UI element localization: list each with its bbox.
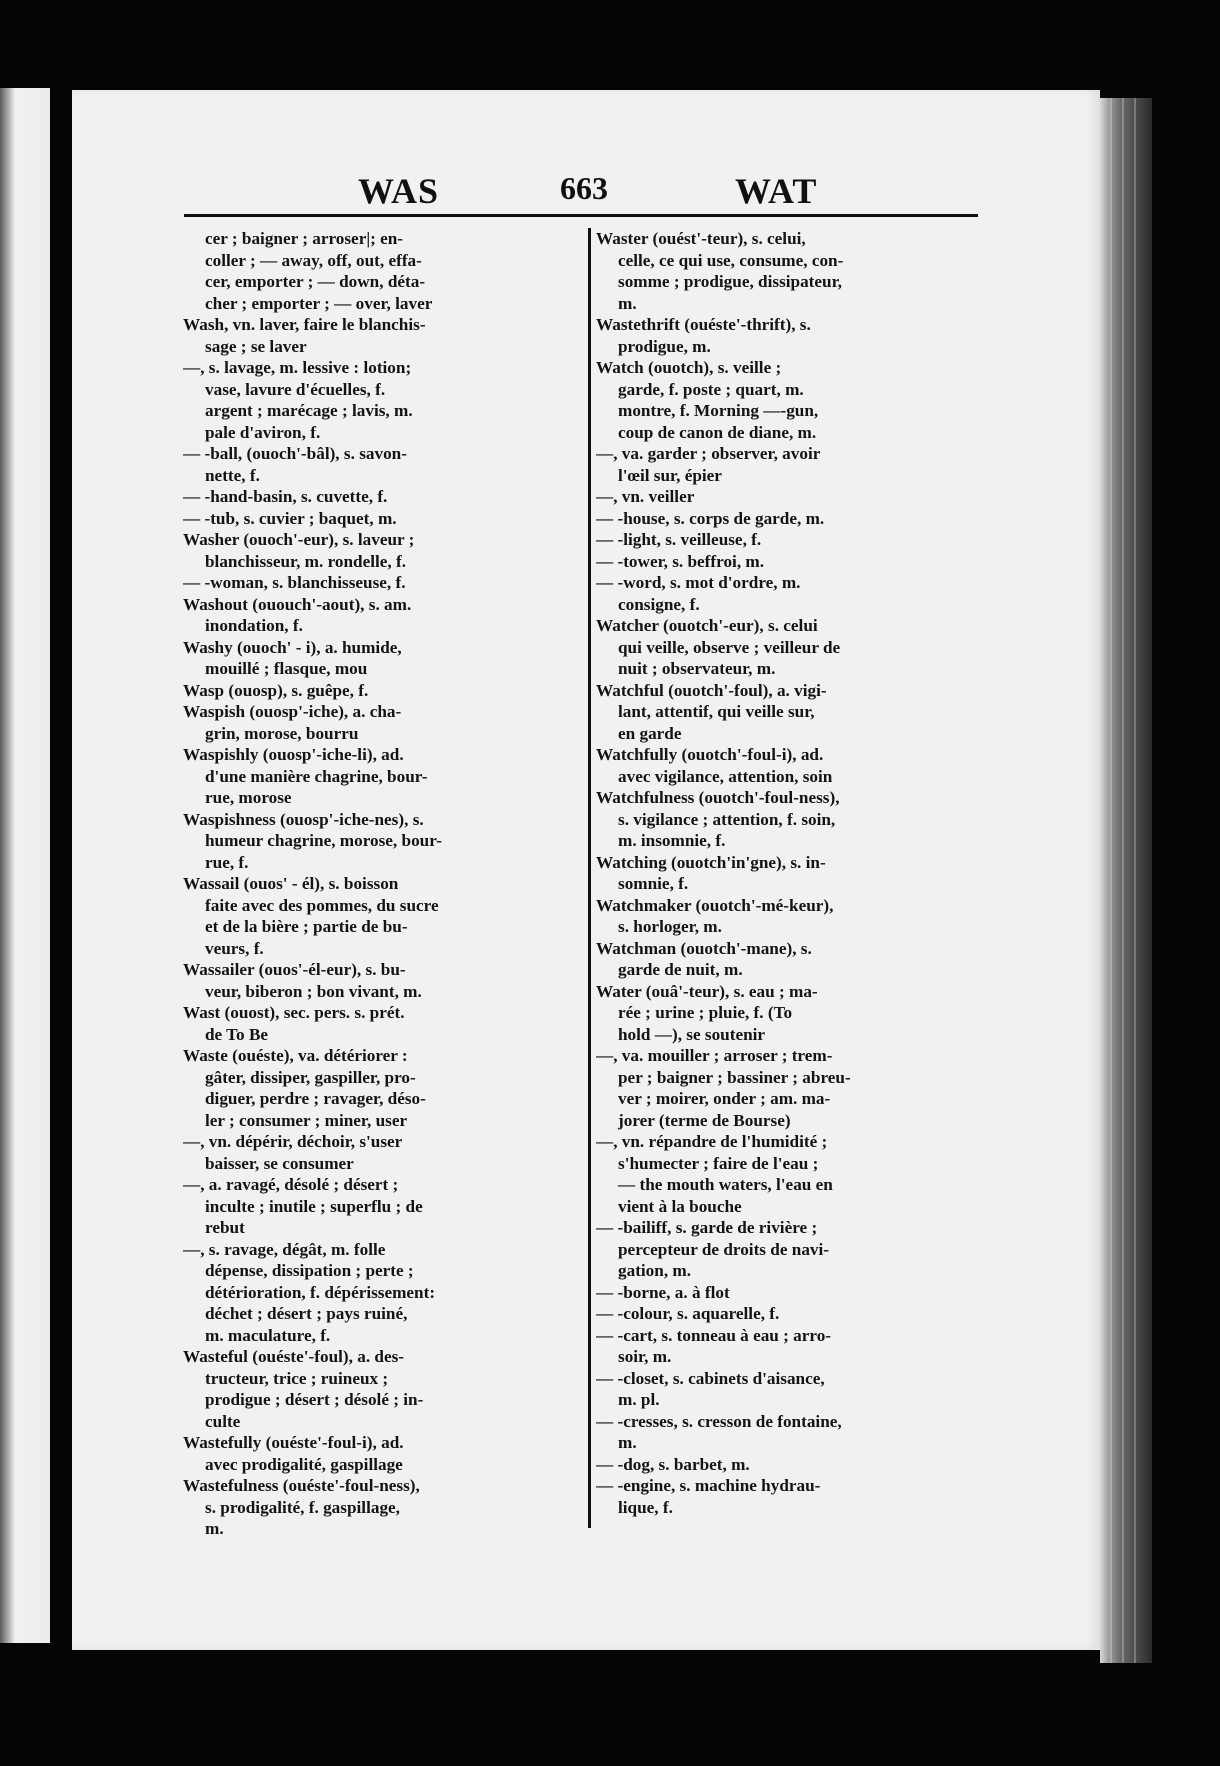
facing-page-edge (0, 88, 50, 1643)
entry-continuation-line (183, 400, 568, 422)
line-text: garde de nuit, m. (618, 960, 743, 979)
entry-continuation-line (183, 1217, 568, 1239)
page-number: 663 (560, 170, 608, 206)
line-text: dépense, dissipation ; perte ; (205, 1261, 414, 1280)
entry-continuation-line (183, 1196, 568, 1218)
line-text: avec prodigalité, gaspillage (205, 1454, 403, 1474)
line-text: Watchfully (ouotch'-foul-i), ad. (596, 745, 824, 764)
entry-headword-line (183, 1002, 568, 1024)
entry-continuation-line (183, 615, 568, 637)
line-text: Waspishness (ouosp'-iche-nes), s. (183, 809, 424, 829)
entry-headword-line (183, 1239, 568, 1261)
line-text: — -tub, s. cuvier ; baquet, m. (183, 508, 397, 528)
line-text: veurs, f. (205, 938, 264, 958)
line-text: détérioration, f. dépérissement: (205, 1282, 436, 1302)
line-text: et de la bière ; partie de bu- (205, 917, 408, 936)
entry-continuation-line (183, 1153, 568, 1175)
entry-continuation-line (183, 830, 568, 852)
entry-continuation-line (596, 701, 981, 723)
line-text: cer, emporter ; — down, déta- (205, 272, 426, 291)
line-text: Watcher (ouotch'-eur), s. celui (596, 616, 818, 635)
line-text: Waspishly (ouosp'-iche-li), ad. (183, 745, 404, 764)
line-text: —, va. mouiller ; arroser ; trem- (596, 1046, 833, 1065)
entry-continuation-line (596, 1260, 981, 1282)
page-stack-edge (1100, 98, 1152, 1663)
entry-continuation-line (183, 293, 568, 315)
entry-headword-line (596, 228, 981, 250)
line-text: —, va. garder ; observer, avoir (596, 444, 821, 463)
line-text: d'une manière chagrine, bour- (205, 766, 428, 786)
entry-headword-line (596, 551, 981, 573)
line-text: —, s. ravage, dégât, m. folle (183, 1239, 386, 1259)
line-text: avec vigilance, attention, soin (618, 766, 833, 786)
entry-continuation-line (596, 1497, 981, 1519)
entry-headword-line (596, 615, 981, 637)
line-text: Watchful (ouotch'-foul), a. vigi- (596, 680, 827, 700)
entry-headword-line (183, 529, 568, 551)
line-text: —, s. lavage, m. lessive : lotion; (183, 358, 412, 377)
line-text: s'humecter ; faire de l'eau ; (618, 1153, 819, 1173)
entry-headword-line (183, 443, 568, 465)
line-text: inculte ; inutile ; superflu ; de (205, 1196, 423, 1216)
line-text: m. maculature, f. (205, 1325, 331, 1345)
line-text: culte (205, 1411, 241, 1431)
entry-continuation-line (596, 271, 981, 293)
entry-continuation-line (596, 293, 981, 315)
entry-headword-line (183, 1045, 568, 1067)
entry-continuation-line (596, 400, 981, 422)
entry-continuation-line (596, 1239, 981, 1261)
line-text: gation, m. (618, 1261, 692, 1280)
line-text: Watchfulness (ouotch'-foul-ness), (596, 788, 840, 807)
line-text: Waste (ouéste), va. détériorer : (183, 1046, 408, 1065)
line-text: Watchmaker (ouotch'-mé-keur), (596, 895, 834, 915)
entry-headword-line (596, 529, 981, 551)
line-text: Water (ouâ'-teur), s. eau ; ma- (596, 981, 818, 1001)
line-text: prodigue, m. (618, 336, 711, 356)
line-text: Washy (ouoch' - i), a. humide, (183, 637, 402, 657)
line-text: — -word, s. mot d'ordre, m. (596, 573, 801, 592)
entry-continuation-line (183, 1088, 568, 1110)
entry-continuation-line (183, 422, 568, 444)
line-text: vient à la bouche (618, 1196, 742, 1216)
entry-headword-line (596, 938, 981, 960)
line-text: Washer (ouoch'-eur), s. laveur ; (183, 530, 415, 549)
line-text: Wasp (ouosp), s. guêpe, f. (183, 680, 369, 700)
line-text: coller ; — away, off, out, effa- (205, 250, 422, 270)
line-text: —, vn. veiller (596, 487, 695, 506)
line-text: — the mouth waters, l'eau en (618, 1175, 833, 1194)
line-text: lique, f. (618, 1497, 673, 1517)
entry-continuation-line (183, 766, 568, 788)
entry-headword-line (183, 314, 568, 336)
entry-continuation-line (596, 766, 981, 788)
entry-continuation-line (596, 873, 981, 895)
entry-continuation-line (183, 723, 568, 745)
line-text: — -woman, s. blanchisseuse, f. (183, 573, 406, 592)
line-text: déchet ; désert ; pays ruiné, (205, 1304, 408, 1323)
entry-continuation-line (183, 1368, 568, 1390)
header-rule (184, 214, 978, 217)
entry-continuation-line (596, 658, 981, 680)
line-text: — -hand-basin, s. cuvette, f. (183, 487, 388, 506)
entry-headword-line (183, 1174, 568, 1196)
entry-headword-line (596, 981, 981, 1003)
line-text: humeur chagrine, morose, bour- (205, 831, 442, 850)
guide-word-right: WAT (735, 171, 818, 211)
entry-continuation-line (596, 1389, 981, 1411)
line-text: soir, m. (618, 1347, 672, 1366)
entry-headword-line (596, 1475, 981, 1497)
line-text: — -colour, s. aquarelle, f. (596, 1304, 780, 1323)
line-text: ver ; moirer, onder ; am. ma- (618, 1089, 831, 1108)
line-text: — -dog, s. barbet, m. (596, 1454, 750, 1474)
entry-continuation-line (596, 916, 981, 938)
entry-continuation-line (183, 1110, 568, 1132)
entry-headword-line (596, 572, 981, 594)
line-text: hold —), se soutenir (618, 1024, 766, 1044)
line-text: Watch (ouotch), s. veille ; (596, 358, 782, 377)
entry-continuation-line (183, 336, 568, 358)
entry-continuation-line (183, 379, 568, 401)
entry-continuation-line (596, 637, 981, 659)
entry-continuation-line (596, 250, 981, 272)
line-text: Wastefully (ouéste'-foul-i), ad. (183, 1433, 404, 1452)
line-text: l'œil sur, épier (618, 465, 722, 485)
line-text: —, vn. répandre de l'humidité ; (596, 1132, 828, 1151)
line-text: Wasteful (ouéste'-foul), a. des- (183, 1347, 405, 1366)
line-text: — -light, s. veilleuse, f. (596, 530, 762, 549)
entry-headword-line (596, 1368, 981, 1390)
line-text: nuit ; observateur, m. (618, 659, 776, 678)
entry-continuation-line (183, 852, 568, 874)
line-text: s. horloger, m. (618, 917, 722, 936)
line-text: m. (618, 1433, 637, 1452)
entry-continuation-line (596, 1432, 981, 1454)
entry-continuation-line (183, 1067, 568, 1089)
line-text: Wastethrift (ouéste'-thrift), s. (596, 315, 811, 334)
entry-headword-line (596, 1045, 981, 1067)
line-text: pale d'aviron, f. (205, 422, 321, 442)
entry-continuation-line (183, 1411, 568, 1433)
guide-word-left: WAS (358, 171, 440, 211)
entry-headword-line (183, 357, 568, 379)
line-text: — -cart, s. tonneau à eau ; arro- (596, 1325, 832, 1345)
entry-headword-line (183, 1475, 568, 1497)
line-text: grin, morose, bourru (205, 723, 359, 743)
entry-continuation-line (596, 594, 981, 616)
line-text: Washout (ououch'-aout), s. am. (183, 594, 412, 614)
line-text: s. vigilance ; attention, f. soin, (618, 809, 836, 829)
entry-continuation-line (183, 658, 568, 680)
column-divider (588, 228, 591, 1528)
entry-continuation-line (596, 830, 981, 852)
entry-headword-line (183, 1432, 568, 1454)
line-text: — -tower, s. beffroi, m. (596, 551, 765, 571)
entry-continuation-line (183, 271, 568, 293)
line-text: baisser, se consumer (205, 1153, 354, 1173)
line-text: inondation, f. (205, 616, 303, 635)
entry-continuation-line (183, 1282, 568, 1304)
entry-continuation-line (596, 1153, 981, 1175)
entry-headword-line (183, 744, 568, 766)
entry-headword-line (596, 1217, 981, 1239)
entry-headword-line (183, 873, 568, 895)
entry-headword-line (183, 486, 568, 508)
entry-continuation-line (596, 959, 981, 981)
line-text: — -bailiff, s. garde de rivière ; (596, 1218, 818, 1237)
line-text: qui veille, observe ; veilleur de (618, 637, 841, 657)
entry-headword-line (596, 1325, 981, 1347)
right-column (596, 228, 981, 1518)
entry-headword-line (183, 594, 568, 616)
line-text: Waspish (ouosp'-iche), a. cha- (183, 702, 402, 721)
entry-headword-line (596, 744, 981, 766)
line-text: coup de canon de diane, m. (618, 422, 817, 442)
entry-headword-line (596, 680, 981, 702)
entry-headword-line (596, 357, 981, 379)
line-text: Watchman (ouotch'-mane), s. (596, 938, 812, 958)
entry-headword-line (183, 809, 568, 831)
entry-headword-line (596, 895, 981, 917)
line-text: blanchisseur, m. rondelle, f. (205, 551, 407, 571)
line-text: en garde (618, 723, 682, 743)
entry-headword-line (183, 680, 568, 702)
entry-headword-line (183, 959, 568, 981)
line-text: diguer, perdre ; ravager, déso- (205, 1089, 426, 1108)
entry-continuation-line (183, 1497, 568, 1519)
line-text: —, a. ravagé, désolé ; désert ; (183, 1175, 399, 1194)
entry-continuation-line (183, 938, 568, 960)
entry-headword-line (596, 1131, 981, 1153)
line-text: per ; baigner ; bassiner ; abreu- (618, 1067, 851, 1087)
line-text: Watching (ouotch'in'gne), s. in- (596, 852, 826, 872)
entry-continuation-line (596, 1174, 981, 1196)
line-text: sage ; se laver (205, 336, 307, 356)
entry-continuation-line (183, 916, 568, 938)
entry-continuation-line (183, 1518, 568, 1540)
entry-continuation-line (596, 1346, 981, 1368)
line-text: — -house, s. corps de garde, m. (596, 508, 825, 528)
entry-continuation-line (183, 1454, 568, 1476)
line-text: rue, f. (205, 852, 249, 872)
line-text: somme ; prodigue, dissipateur, (618, 272, 842, 291)
line-text: nette, f. (205, 465, 260, 485)
entry-headword-line (596, 1282, 981, 1304)
line-text: cher ; emporter ; — over, laver (205, 293, 433, 313)
line-text: consigne, f. (618, 594, 700, 614)
entry-continuation-line (183, 895, 568, 917)
entry-headword-line (183, 637, 568, 659)
line-text: — -borne, a. à flot (596, 1282, 730, 1302)
line-text: — -closet, s. cabinets d'aisance, (596, 1368, 825, 1388)
entry-continuation-line (183, 228, 568, 250)
entry-continuation-line (596, 336, 981, 358)
entry-continuation-line (596, 465, 981, 487)
entry-continuation-line (183, 1303, 568, 1325)
entry-headword-line (596, 1454, 981, 1476)
entry-continuation-line (596, 1110, 981, 1132)
line-text: somnie, f. (618, 874, 689, 893)
entry-headword-line (596, 508, 981, 530)
entry-continuation-line (183, 250, 568, 272)
line-text: jorer (terme de Bourse) (618, 1110, 791, 1130)
left-column (183, 228, 568, 1540)
entry-headword-line (596, 443, 981, 465)
entry-headword-line (183, 1131, 568, 1153)
line-text: argent ; marécage ; lavis, m. (205, 401, 413, 420)
line-text: Wash, vn. laver, faire le blanchis- (183, 315, 426, 334)
line-text: Wassail (ouos' - él), s. boisson (183, 874, 399, 893)
entry-headword-line (596, 1411, 981, 1433)
line-text: garde, f. poste ; quart, m. (618, 379, 804, 399)
line-text: s. prodigalité, f. gaspillage, (205, 1497, 400, 1517)
line-text: Waster (ouést'-teur), s. celui, (596, 229, 806, 248)
entry-headword-line (183, 1346, 568, 1368)
entry-continuation-line (183, 1024, 568, 1046)
entry-headword-line (596, 787, 981, 809)
line-text: vase, lavure d'écuelles, f. (205, 379, 386, 399)
entry-continuation-line (183, 1260, 568, 1282)
entry-continuation-line (183, 787, 568, 809)
entry-headword-line (596, 314, 981, 336)
entry-continuation-line (596, 1067, 981, 1089)
line-text: lant, attentif, qui veille sur, (618, 702, 815, 721)
entry-continuation-line (596, 379, 981, 401)
line-text: Wastefulness (ouéste'-foul-ness), (183, 1476, 420, 1495)
entry-headword-line (596, 1303, 981, 1325)
line-text: m. (205, 1519, 224, 1538)
entry-continuation-line (596, 809, 981, 831)
entry-continuation-line (596, 723, 981, 745)
entry-continuation-line (596, 1088, 981, 1110)
entry-continuation-line (183, 1325, 568, 1347)
entry-continuation-line (596, 1024, 981, 1046)
line-text: Wassailer (ouos'-él-eur), s. bu- (183, 960, 406, 979)
entry-continuation-line (596, 1196, 981, 1218)
line-text: gâter, dissiper, gaspiller, pro- (205, 1067, 416, 1087)
entry-headword-line (183, 572, 568, 594)
entry-continuation-line (596, 422, 981, 444)
entry-continuation-line (183, 551, 568, 573)
line-text: m. insomnie, f. (618, 831, 726, 850)
line-text: faite avec des pommes, du sucre (205, 895, 439, 915)
line-text: cer ; baigner ; arroser|; en- (205, 229, 404, 248)
line-text: — -engine, s. machine hydrau- (596, 1476, 821, 1495)
line-text: montre, f. Morning —-gun, (618, 401, 819, 420)
entry-continuation-line (183, 1389, 568, 1411)
entry-continuation-line (596, 1002, 981, 1024)
line-text: tructeur, trice ; ruineux ; (205, 1368, 389, 1388)
line-text: m. pl. (618, 1390, 660, 1409)
line-text: —, vn. dépérir, déchoir, s'user (183, 1132, 403, 1151)
entry-headword-line (596, 486, 981, 508)
entry-headword-line (183, 701, 568, 723)
line-text: m. (618, 293, 637, 313)
line-text: prodigue ; désert ; désolé ; in- (205, 1390, 424, 1409)
line-text: de To Be (205, 1024, 269, 1044)
line-text: mouillé ; flasque, mou (205, 659, 368, 678)
line-text: Wast (ouost), sec. pers. s. prét. (183, 1003, 405, 1022)
entry-headword-line (596, 852, 981, 874)
line-text: — -ball, (ouoch'-bâl), s. savon- (183, 444, 407, 463)
line-text: percepteur de droits de navi- (618, 1239, 830, 1259)
running-header (180, 160, 980, 218)
line-text: celle, ce qui use, consume, con- (618, 250, 844, 270)
line-text: rée ; urine ; pluie, f. (To (618, 1003, 793, 1022)
entry-headword-line (183, 508, 568, 530)
line-text: veur, biberon ; bon vivant, m. (205, 981, 422, 1001)
entry-continuation-line (183, 981, 568, 1003)
line-text: ler ; consumer ; miner, user (205, 1110, 408, 1130)
line-text: rue, morose (205, 788, 292, 807)
line-text: rebut (205, 1218, 245, 1237)
entry-continuation-line (183, 465, 568, 487)
line-text: — -cresses, s. cresson de fontaine, (596, 1411, 842, 1431)
